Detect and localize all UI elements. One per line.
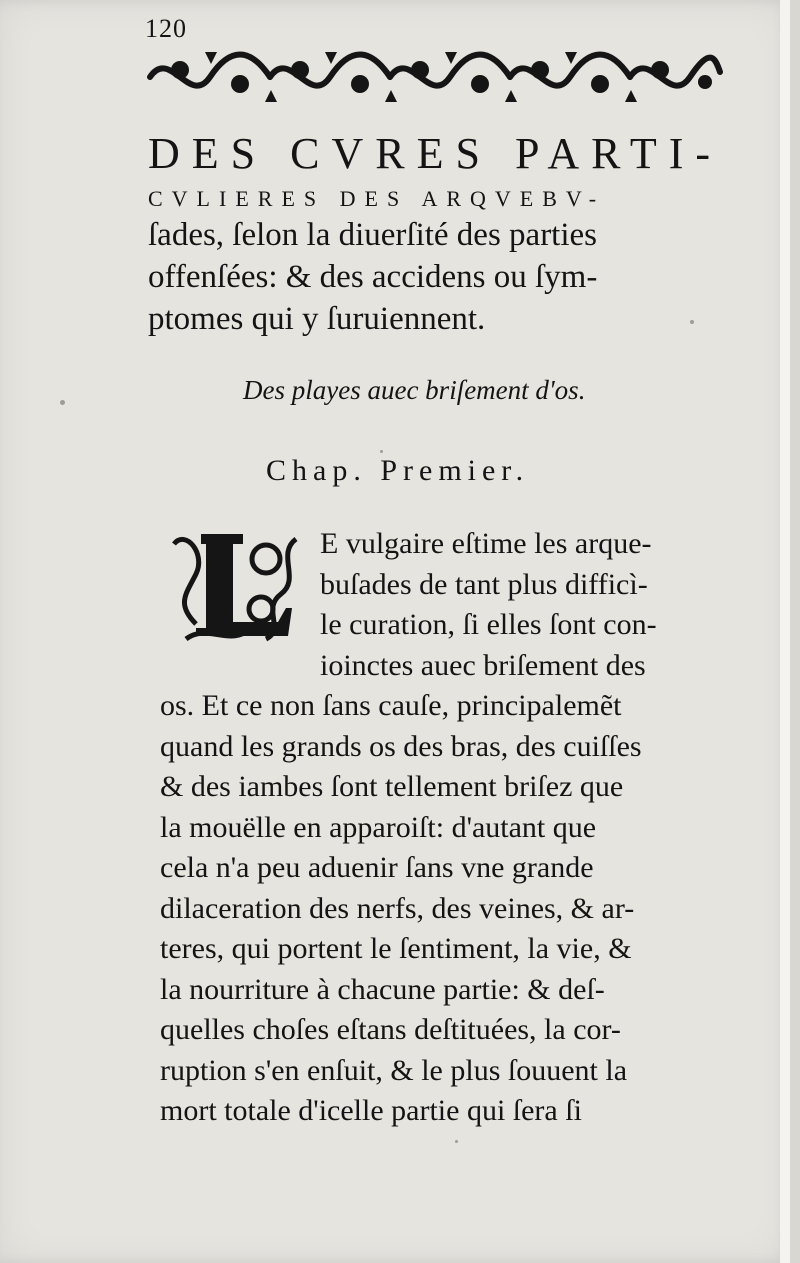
text-line: mort totale d'icelle partie qui ſera ſi	[160, 1094, 582, 1127]
text-line: la nourriture à chacune partie: & deſ-	[160, 972, 605, 1006]
heading-line: CVLIERES DES ARQVEBV-	[148, 186, 606, 211]
chapter-heading	[148, 128, 748, 340]
section-subtitle: Des playes auec briſement d'os.	[243, 375, 586, 405]
paper-speck	[455, 1140, 458, 1143]
heading-line: DES CVRES PARTI-	[148, 129, 723, 178]
text-line: teres, qui portent le ſentiment, la vie, &	[160, 932, 632, 965]
paper-speck	[380, 450, 383, 453]
text-line: ioinctes auec briſement des	[320, 648, 646, 682]
chapter-title: Chap. Premier.	[266, 454, 530, 487]
page-number: 120	[145, 14, 187, 43]
text-line: la mouëlle en apparoiſt: d'autant que	[160, 810, 597, 844]
text-line: le curation, ſi elles ſont con-	[320, 608, 657, 641]
text-line: cela n'a peu aduenir ſans vne grande	[160, 851, 594, 884]
text-line: & des iambes ſont tellement briſez que	[160, 770, 624, 803]
text-line: E vulgaire eſtime les arque-	[320, 527, 652, 560]
text-line: buſades de tant plus difficì-	[320, 567, 648, 601]
paper-speck	[690, 320, 694, 324]
heading-line: ſades, ſelon la diuerſité des parties	[148, 217, 598, 253]
text-line: quelles choſes eſtans deſtituées, la cor-	[160, 1013, 621, 1046]
text-line: os. Et ce non ſans cauſe, principalemẽt	[160, 689, 622, 722]
text-line: ruption s'en enſuit, & le plus ſouuent la	[160, 1053, 628, 1087]
heading-line: ptomes qui y ſuruiennent.	[148, 301, 486, 337]
body-paragraph	[160, 524, 740, 1132]
text-line: dilaceration des nerfs, des veines, & ar-	[160, 891, 635, 925]
floral-ornament-band-icon	[145, 42, 725, 112]
page-edge	[780, 0, 790, 1263]
paper-speck	[60, 400, 65, 405]
text-line: quand les grands os des bras, des cuiſſes	[160, 729, 642, 763]
heading-line: offenſées: & des accidens ou ſym-	[148, 259, 598, 295]
